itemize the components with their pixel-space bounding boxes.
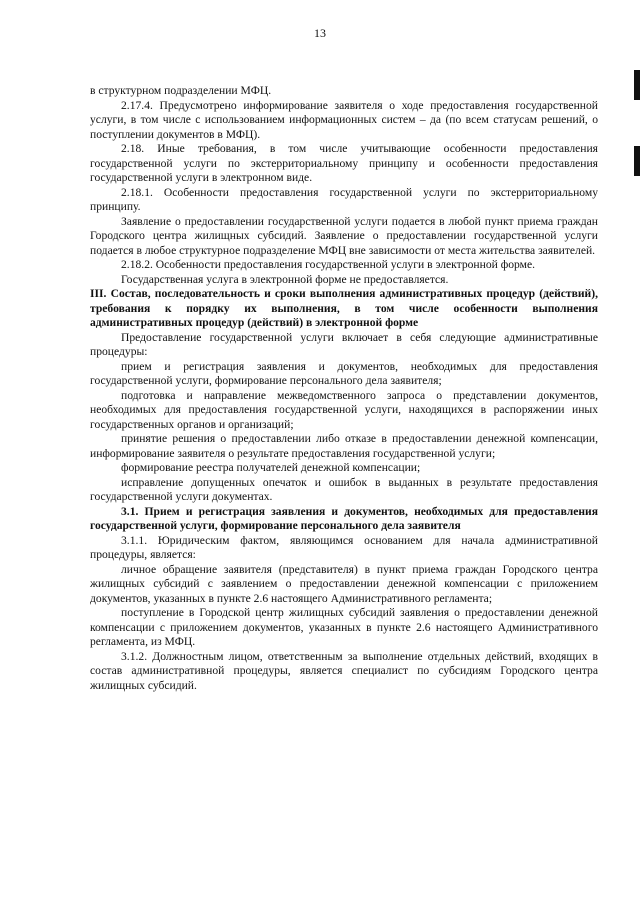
paragraph: 3.1.1. Юридическим фактом, являющимся основанием для начала административной процедуры, является:: [90, 533, 598, 561]
paragraph: в структурном подразделении МФЦ.: [90, 84, 272, 97]
procedures-list: [90, 331, 598, 505]
paragraph: 2.17.4. Предусмотрено информирование заявителя о ходе предоставления государственной услуги, в том числе с использованием информационных систем – да (по всем статусам решений, о поступлении документов в МФЦ).: [90, 98, 598, 141]
list-item: прием и регистрация заявления и документов, необходимых для предоставления государственной услуги, формирование персонального дела заявителя;: [90, 359, 598, 387]
paragraph: Предоставление государственной услуги включает в себя следующие административные процедуры:: [90, 330, 598, 358]
page-number: 13: [314, 26, 326, 40]
paragraph: 2.18.2. Особенности предоставления государственной услуги в электронной форме.: [121, 258, 536, 271]
paragraph: Заявление о предоставлении государственной услуги подается в любой пункт приема граждан Городского центра жилищных субсидий. Заявление о предоставлении государственной услуги подается в любое структурное подразделение МФЦ вне зависимости от места жительства заявителей.: [90, 214, 598, 257]
top-section: [90, 84, 598, 287]
bottom-section: [90, 534, 598, 694]
scan-edge-mark-top: [634, 70, 640, 100]
document-body: [90, 84, 598, 693]
paragraph: 2.18. Иные требования, в том числе учитывающие особенности предоставления государственной услуги по экстерриториальному принципу и особенности предоставления государственной услуги в электронном виде.: [90, 142, 598, 184]
scan-edge-mark-bottom: [634, 146, 640, 176]
paragraph: личное обращение заявителя (представителя) в пункт приема граждан Городского центра жилищных субсидий с заявлением о предоставлении денежной компенсации с приложением документов, указанных в пункте 2.6 настоящего Административного регламента;: [90, 562, 598, 605]
paragraph: 2.18.1. Особенности предоставления государственной услуги по экстерриториальному принципу.: [90, 185, 598, 213]
list-item: принятие решения о предоставлении либо отказе в предоставлении денежной компенсации, информирование заявителя о результате предоставления государственной услуги;: [90, 432, 598, 460]
paragraph: Государственная услуга в электронной форме не предоставляется.: [121, 272, 449, 286]
list-item: исправление допущенных опечаток и ошибок в выданных в результате предоставления государственной услуги документах.: [90, 475, 598, 503]
list-item: подготовка и направление межведомственного запроса о представлении документов, необходимых для предоставления государственной услуги, находящихся в распоряжении иных государственных органов и организаций;: [90, 388, 598, 431]
paragraph: 3.1.2. Должностным лицом, ответственным за выполнение отдельных действий, входящих в состав административной процедуры, является специалист по субсидиям Городского центра жилищных субсидий.: [90, 649, 598, 692]
section-heading: III. Состав, последовательность и сроки выполнения административных процедур (действий), требования к порядку их выполнения, в том числе особенности выполнения административных процедур (действий) в электронной форме: [90, 287, 598, 329]
subsection-heading: 3.1. Прием и регистрация заявления и документов, необходимых для предоставления государственной услуги, формирование персонального дела заявителя: [90, 504, 598, 532]
list-item: формирование реестра получателей денежной компенсации;: [121, 461, 421, 474]
paragraph: поступление в Городской центр жилищных субсидий заявления о предоставлении денежной компенсации с приложением документов, указанных в пункте 2.6 настоящего Административного регламента, из МФЦ.: [90, 606, 598, 648]
